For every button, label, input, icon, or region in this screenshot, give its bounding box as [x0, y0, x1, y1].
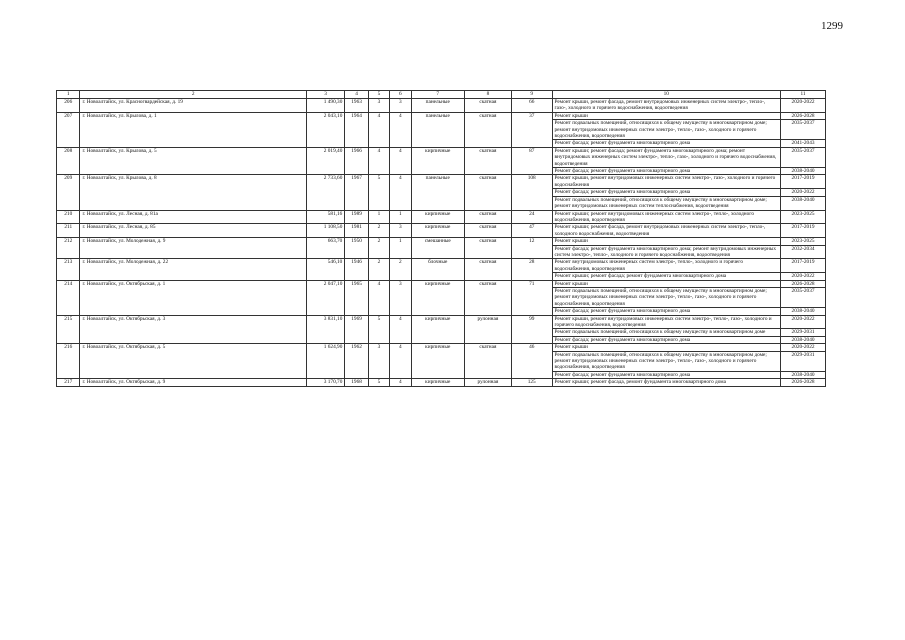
residents-cell: 37 — [511, 112, 552, 147]
entrances-cell: 4 — [390, 379, 411, 386]
work-type-cell: Ремонт подвальных помещений, относящихся к общему имуществу в многоквартирном доме; ремонт внутридомовых инженерных систем электро-, тепло-, газо-, холодного и горячего водоснабжения, водоотведения — [552, 351, 781, 371]
residents-cell: 125 — [511, 379, 552, 386]
row-number-cell: 211 — [57, 224, 80, 238]
wall-material-cell: кирпичные — [411, 379, 464, 386]
floors-cell: 4 — [368, 112, 389, 147]
work-type-cell: Ремонт крыши — [552, 112, 781, 119]
roof-type-cell: скатная — [464, 344, 511, 379]
work-type-cell: Ремонт фасада; ремонт фундамента многоквартирного дома; ремонт внутридомовых инженерных систем электро-, тепло-, холодного и горячего водоснабжения, водоотведения — [552, 245, 781, 259]
residents-cell: 12 — [511, 238, 552, 259]
roof-type-cell: скатная — [464, 224, 511, 238]
total-area-cell: 2 019,40 — [306, 147, 344, 175]
entrances-cell: 4 — [390, 315, 411, 344]
work-period-cell: 2038-2040 — [781, 308, 826, 315]
work-type-cell: Ремонт крыши; ремонт фасада, ремонт фундамента многоквартирного дома — [552, 379, 781, 386]
build-year-cell: 1946 — [345, 259, 368, 280]
work-type-cell: Ремонт подвальных помещений, относящихся к общему имуществу в многоквартирном доме; ремонт внутридомовых инженерных систем электро-, тепло-, газо-, холодного и горячего водоснабжения, водоотведения — [552, 287, 781, 307]
work-period-cell: 2023-2025 — [781, 238, 826, 245]
wall-material-cell: блочные — [411, 259, 464, 280]
total-area-cell: 3 831,10 — [306, 315, 344, 344]
entrances-cell: 1 — [390, 210, 411, 224]
work-type-cell: Ремонт фасада; ремонт фундамента многоквартирного дома — [552, 336, 781, 343]
entrances-cell: 3 — [390, 224, 411, 238]
roof-type-cell: скатная — [464, 175, 511, 210]
floors-cell: 2 — [368, 238, 389, 259]
work-period-cell: 2041-2043 — [781, 140, 826, 147]
floors-cell: 4 — [368, 147, 389, 175]
address-cell: г. Новоалтайск, ул. Октябрьская, д. 1 — [80, 280, 306, 315]
build-year-cell: 1950 — [345, 238, 368, 259]
row-number-cell: 208 — [57, 147, 80, 175]
work-type-cell: Ремонт фасада; ремонт фундамента многоквартирного дома — [552, 189, 781, 196]
residents-cell: 99 — [511, 315, 552, 344]
row-number-cell: 214 — [57, 280, 80, 315]
work-period-cell: 2029-2031 — [781, 351, 826, 371]
work-type-cell: Ремонт внутридомовых инженерных систем электро-, тепло-, холодного и горячего водоснабжения, водоотведения — [552, 259, 781, 273]
page-number: 1299 — [821, 20, 843, 32]
table-row — [57, 147, 826, 167]
work-type-cell: Ремонт крыши — [552, 280, 781, 287]
work-period-cell: 2017-2019 — [781, 259, 826, 273]
work-period-cell: 2020-2022 — [781, 273, 826, 280]
work-period-cell: 2017-2019 — [781, 175, 826, 189]
work-period-cell: 2026-2028 — [781, 280, 826, 287]
work-type-cell: Ремонт подвальных помещений, относящихся к общему имуществу в многоквартирном доме — [552, 329, 781, 336]
total-area-cell: 663,70 — [306, 238, 344, 259]
address-cell: г. Новоалтайск, ул. Крылова, д. 8 — [80, 175, 306, 210]
build-year-cell: 1963 — [345, 99, 368, 113]
wall-material-cell: кирпичные — [411, 147, 464, 175]
residents-cell: 24 — [511, 210, 552, 224]
total-area-cell: 1 490,30 — [306, 99, 344, 113]
row-number-cell: 212 — [57, 238, 80, 259]
work-period-cell: 2035-2037 — [781, 120, 826, 140]
address-cell: г. Новоалтайск, ул. Лесная, д. 81а — [80, 210, 306, 224]
table-row — [57, 280, 826, 287]
roof-type-cell: скатная — [464, 147, 511, 175]
work-period-cell: 2023-2025 — [781, 210, 826, 224]
address-cell: г. Новоалтайск, ул. Октябрьская, д. 3 — [80, 315, 306, 344]
wall-material-cell: кирпичные — [411, 280, 464, 315]
table-row — [57, 175, 826, 189]
row-number-cell: 209 — [57, 175, 80, 210]
residents-cell: 66 — [511, 99, 552, 113]
roof-type-cell: скатная — [464, 112, 511, 147]
work-period-cell: 2020-2022 — [781, 189, 826, 196]
work-period-cell: 2026-2028 — [781, 379, 826, 386]
table-row — [57, 259, 826, 273]
build-year-cell: 1966 — [345, 147, 368, 175]
column-number-11: 11 — [781, 91, 826, 99]
column-number-row — [57, 91, 826, 99]
work-period-cell: 2020-2022 — [781, 315, 826, 329]
address-cell: г. Новоалтайск, ул. Красногвардейская, д. 19 — [80, 99, 306, 113]
entrances-cell: 3 — [390, 99, 411, 113]
roof-type-cell: рулонная — [464, 379, 511, 386]
total-area-cell: 546,10 — [306, 259, 344, 280]
address-cell: г. Новоалтайск, ул. Молодежная, д. 22 — [80, 259, 306, 280]
residents-cell: 46 — [511, 344, 552, 379]
wall-material-cell: панельные — [411, 99, 464, 113]
wall-material-cell: кирпичные — [411, 315, 464, 344]
floors-cell: 2 — [368, 224, 389, 238]
total-area-cell: 2 733,60 — [306, 175, 344, 210]
roof-type-cell: скатная — [464, 259, 511, 280]
address-cell: г. Новоалтайск, ул. Лесная, д. 85 — [80, 224, 306, 238]
build-year-cell: 1967 — [345, 175, 368, 210]
total-area-cell: 3 170,70 — [306, 379, 344, 386]
roof-type-cell: скатная — [464, 99, 511, 113]
floors-cell: 5 — [368, 315, 389, 344]
build-year-cell: 1962 — [345, 344, 368, 379]
work-period-cell: 2020-2022 — [781, 344, 826, 351]
row-number-cell: 213 — [57, 259, 80, 280]
table-row — [57, 210, 826, 224]
column-number-3: 3 — [306, 91, 344, 99]
residents-cell: 71 — [511, 280, 552, 315]
work-period-cell: 2038-2040 — [781, 336, 826, 343]
row-number-cell: 206 — [57, 99, 80, 113]
floors-cell: 3 — [368, 99, 389, 113]
floors-cell: 4 — [368, 280, 389, 315]
work-period-cell: 2032-2034 — [781, 245, 826, 259]
table-row — [57, 99, 826, 113]
floors-cell: 3 — [368, 344, 389, 379]
entrances-cell: 4 — [390, 147, 411, 175]
table-row — [57, 112, 826, 119]
floors-cell: 5 — [368, 175, 389, 210]
floors-cell: 5 — [368, 379, 389, 386]
work-type-cell: Ремонт крыши, ремонт фасада, ремонт внутридомовых инженерных систем электро-, тепло-, газо-, холодного и горячего водоснабжения, водоотведения — [552, 99, 781, 113]
roof-type-cell: рулонная — [464, 315, 511, 344]
build-year-cell: 1968 — [345, 379, 368, 386]
total-area-cell: 1 624,90 — [306, 344, 344, 379]
wall-material-cell: кирпичные — [411, 224, 464, 238]
work-type-cell: Ремонт подвальных помещений, относящихся к общему имуществу в многоквартирном доме; ремонт внутридомовых инженерных систем электро-, тепло-, газо-, холодного и горячего водоснабжения, водоотведения — [552, 120, 781, 140]
column-number-8: 8 — [464, 91, 511, 99]
row-number-cell: 216 — [57, 344, 80, 379]
column-number-4: 4 — [345, 91, 368, 99]
column-number-9: 9 — [511, 91, 552, 99]
work-period-cell: 2029-2031 — [781, 329, 826, 336]
work-type-cell: Ремонт крыши; ремонт фасада; ремонт фундамента многоквартирного дома; ремонт внутридомовых инженерных систем электро-, тепло-, газо-, холодного и горячего водоснабжения, водоотведения — [552, 147, 781, 167]
table-row — [57, 315, 826, 329]
work-type-cell: Ремонт крыши; ремонт внутридомовых инженерных систем электро-, тепло-, холодного водоснабжения, водоотведения — [552, 210, 781, 224]
entrances-cell: 4 — [390, 112, 411, 147]
total-area-cell: 581,16 — [306, 210, 344, 224]
work-type-cell: Ремонт крыши; ремонт фасада; ремонт фундамента многоквартирного дома — [552, 273, 781, 280]
residents-cell: 28 — [511, 259, 552, 280]
table-row — [57, 224, 826, 238]
total-area-cell: 1 108,50 — [306, 224, 344, 238]
work-type-cell: Ремонт фасада; ремонт фундамента многоквартирного дома — [552, 308, 781, 315]
floors-cell: 1 — [368, 210, 389, 224]
build-year-cell: 1964 — [345, 112, 368, 147]
entrances-cell: 4 — [390, 344, 411, 379]
build-year-cell: 1965 — [345, 280, 368, 315]
column-number-1: 1 — [57, 91, 80, 99]
column-number-10: 10 — [552, 91, 781, 99]
residents-cell: 47 — [511, 224, 552, 238]
column-number-5: 5 — [368, 91, 389, 99]
work-period-cell: 2026-2028 — [781, 112, 826, 119]
work-type-cell: Ремонт крыши, ремонт внутридомовых инженерных систем электро-, газо-, холодного и горячего водоснабжения — [552, 175, 781, 189]
address-cell: г. Новоалтайск, ул. Крылова, д. 1 — [80, 112, 306, 147]
work-type-cell: Ремонт подвальных помещений, относящихся к общему имуществу в многоквартирном доме; ремонт внутридомовых инженерных систем теплоснабжения, водоотведения — [552, 196, 781, 210]
residents-cell: 108 — [511, 175, 552, 210]
work-type-cell: Ремонт крыши — [552, 238, 781, 245]
wall-material-cell: панельные — [411, 175, 464, 210]
work-period-cell: 2035-2037 — [781, 147, 826, 167]
work-type-cell: Ремонт фасада; ремонт фундамента многоквартирного дома — [552, 371, 781, 378]
residents-cell: 87 — [511, 147, 552, 175]
work-period-cell: 2020-2022 — [781, 99, 826, 113]
roof-type-cell: скатная — [464, 280, 511, 315]
entrances-cell: 3 — [390, 280, 411, 315]
work-period-cell: 2038-2040 — [781, 196, 826, 210]
column-number-2: 2 — [80, 91, 306, 99]
address-cell: г. Новоалтайск, ул. Молодежная, д. 9 — [80, 238, 306, 259]
wall-material-cell: панельные — [411, 112, 464, 147]
total-area-cell: 2 043,10 — [306, 112, 344, 147]
work-type-cell: Ремонт крыши — [552, 344, 781, 351]
build-year-cell: 1969 — [345, 315, 368, 344]
address-cell: г. Новоалтайск, ул. Октябрьская, д. 5 — [80, 344, 306, 379]
row-number-cell: 217 — [57, 379, 80, 386]
entrances-cell: 1 — [390, 238, 411, 259]
build-year-cell: 1981 — [345, 224, 368, 238]
roof-type-cell: скатная — [464, 238, 511, 259]
column-number-7: 7 — [411, 91, 464, 99]
work-period-cell: 2017-2019 — [781, 224, 826, 238]
table-row — [57, 344, 826, 351]
work-period-cell: 2035-2037 — [781, 287, 826, 307]
roof-type-cell: скатная — [464, 210, 511, 224]
total-area-cell: 2 047,10 — [306, 280, 344, 315]
work-type-cell: Ремонт крыши; ремонт фасада, ремонт внутридомовых инженерных систем электро-, тепло-, холодного водоснабжения, водоотведения — [552, 224, 781, 238]
build-year-cell: 1989 — [345, 210, 368, 224]
address-cell: г. Новоалтайск, ул. Октябрьская, д. 9 — [80, 379, 306, 386]
row-number-cell: 210 — [57, 210, 80, 224]
capital-repair-table — [56, 90, 826, 387]
wall-material-cell: смешанные — [411, 238, 464, 259]
row-number-cell: 207 — [57, 112, 80, 147]
address-cell: г. Новоалтайск, ул. Крылова, д. 5 — [80, 147, 306, 175]
work-type-cell: Ремонт фасада; ремонт фундамента многоквартирного дома — [552, 140, 781, 147]
work-type-cell: Ремонт фасада; ремонт фундамента многоквартирного дома — [552, 168, 781, 175]
wall-material-cell: кирпичные — [411, 210, 464, 224]
floors-cell: 2 — [368, 259, 389, 280]
work-type-cell: Ремонт крыши, ремонт внутридомовых инженерных систем электро-, тепло-, газо-, холодного и горячего водоснабжения, водоотведения — [552, 315, 781, 329]
table-row — [57, 379, 826, 386]
wall-material-cell: кирпичные — [411, 344, 464, 379]
work-period-cell: 2038-2040 — [781, 168, 826, 175]
entrances-cell: 4 — [390, 175, 411, 210]
entrances-cell: 2 — [390, 259, 411, 280]
work-period-cell: 2038-2040 — [781, 371, 826, 378]
row-number-cell: 215 — [57, 315, 80, 344]
column-number-6: 6 — [390, 91, 411, 99]
table-row — [57, 238, 826, 245]
